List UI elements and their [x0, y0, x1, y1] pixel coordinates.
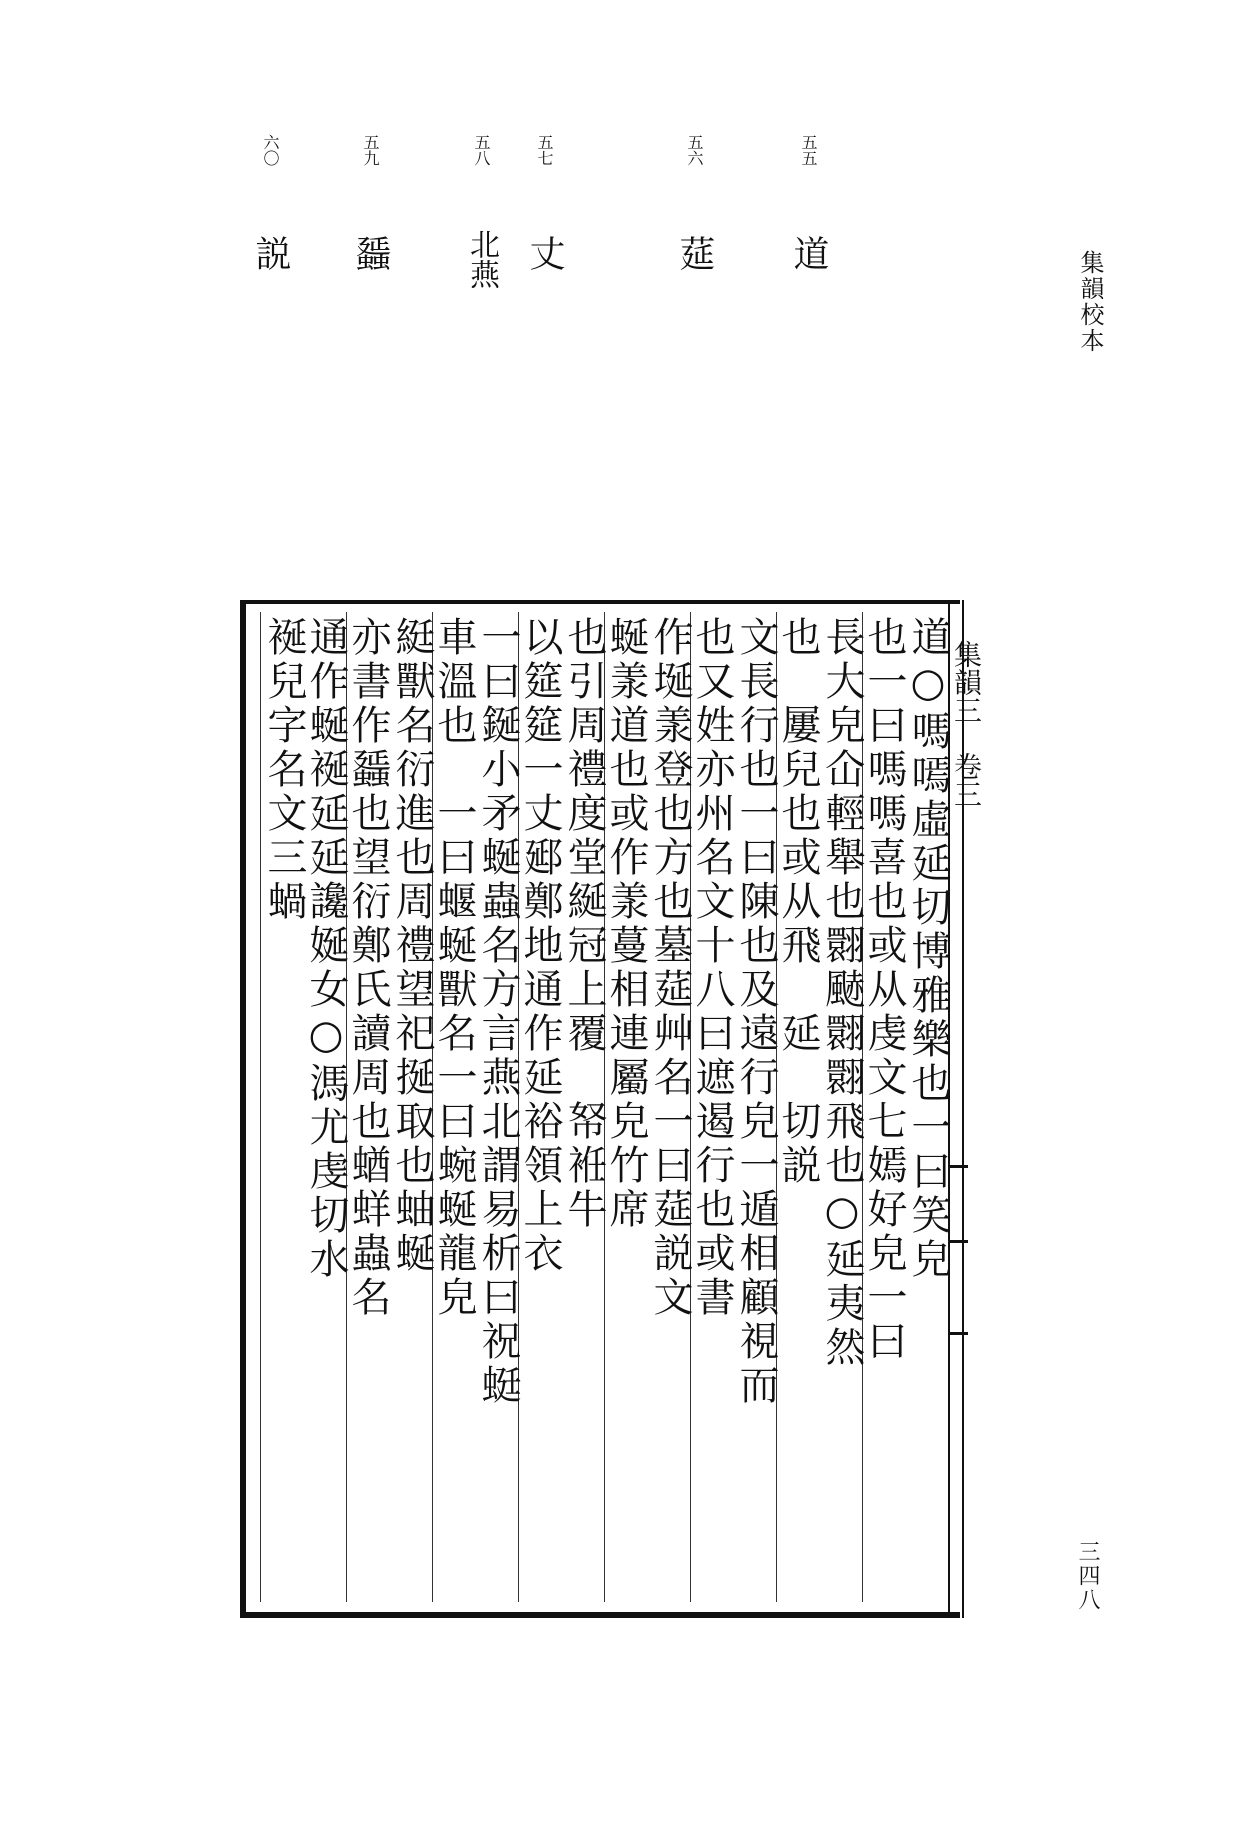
note-59 — [350, 130, 391, 271]
text-column-1: 道○嗎嘕虛延切博雅樂也一曰笑皃 — [905, 616, 951, 1282]
text-column-7: 作埏羕登也方也墓莚艸名一曰莚説文 — [647, 616, 693, 1320]
note-55 — [788, 130, 829, 271]
note-number: 五九 — [361, 134, 380, 166]
note-text: 莚 — [674, 235, 715, 271]
note-text: 丈 — [524, 235, 565, 271]
text-column-6: 也又姓亦州名文十八曰遮遏行也或書 — [689, 616, 735, 1320]
note-58 — [464, 130, 499, 289]
text-column-8: 蜒羕道也或作羕蔓相連屬皃竹席 — [603, 616, 649, 1232]
text-column-12: 車溫也 一曰蝘蜒獸名一曰蜿蜒龍皃 — [431, 616, 477, 1320]
note-number: 五八 — [472, 134, 491, 166]
text-column-5: 文長行也一曰陳也及遠行皃一遁相顧視而 — [733, 616, 779, 1408]
note-number: 五五 — [799, 134, 818, 166]
text-column-3: 長大皃仚輕舉也翾䬉翾翾飛也○延夷然 — [819, 616, 865, 1370]
text-column-16: 䘰兒字名文三蝸 — [261, 616, 307, 924]
note-number: 五六 — [685, 134, 704, 166]
text-column-2: 也一曰嗎嗎喜也或从虔文七嫣好皃一曰 — [861, 616, 907, 1364]
book-title: 集韻校本 — [1076, 250, 1104, 354]
note-number: 六〇 — [261, 134, 280, 166]
note-text: 北燕 — [464, 229, 499, 289]
note-text: 説 — [250, 235, 291, 271]
note-text: 䗺 — [350, 235, 391, 271]
text-column-10: 以筵筵一丈郔鄭地通作延裕領上衣 — [517, 616, 563, 1276]
text-column-15: 通作蜒䘰延延讒娫女○溤尤虔切水 — [303, 616, 349, 1282]
gutter-label: 集韻三 卷三 — [950, 640, 983, 808]
note-number: 五七 — [535, 134, 554, 166]
note-60 — [250, 130, 291, 271]
gutter-marker — [948, 1165, 968, 1168]
gutter-marker — [948, 1332, 968, 1335]
text-column-11: 一曰鋋小矛蜒蟲名方言燕北謂易析曰祝蜓 — [475, 616, 521, 1408]
text-column-14: 亦書作䗺也望衍鄭氏讀周也蝤蛘蟲名 — [345, 616, 391, 1320]
text-column-9: 也引周禮度堂綖冠上覆 帑袵牛 — [561, 616, 607, 1232]
page-number: 三四八 — [1075, 1540, 1100, 1612]
text-column-4: 也 屢兒也或从飛 延 切説 — [775, 616, 821, 1188]
gutter-marker — [948, 1240, 968, 1243]
note-57 — [524, 130, 565, 271]
note-text: 道 — [788, 235, 829, 271]
note-56 — [674, 130, 715, 271]
text-column-13: 綎獸名衍進也周禮望祀挻取也蚰蜒 — [389, 616, 435, 1276]
